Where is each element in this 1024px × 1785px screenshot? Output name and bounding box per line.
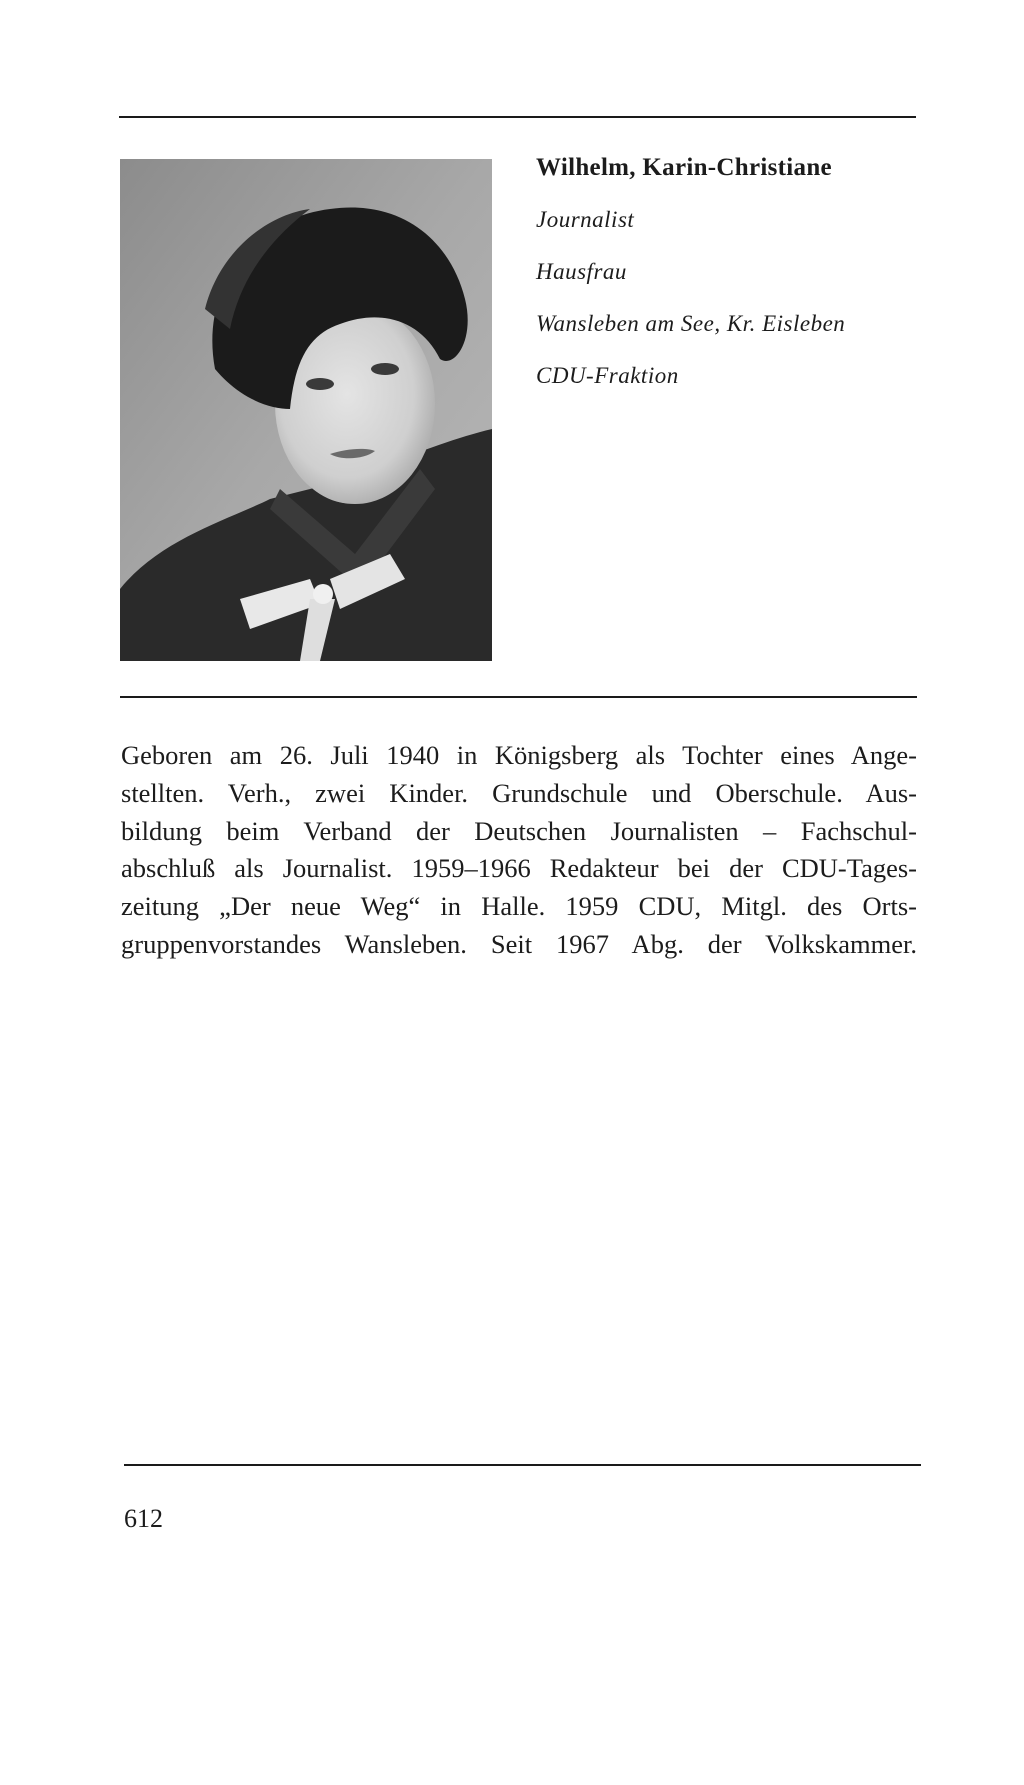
person-name: Wilhelm, Karin-Christiane bbox=[536, 154, 832, 181]
page-number: 612 bbox=[124, 1504, 163, 1533]
biography-line: Geboren am 26. Juli 1940 in Königsberg als Tochter eines Ange- bbox=[121, 740, 917, 770]
bottom-divider bbox=[124, 1464, 921, 1466]
profession: Journalist bbox=[536, 207, 635, 232]
biography-line: gruppenvorstandes Wansleben. Seit 1967 Abg. der Volkskammer. bbox=[121, 928, 917, 959]
occupation: Hausfrau bbox=[536, 259, 627, 284]
biography-line: bildung beim Verband der Deutschen Journalisten – Fachschul- bbox=[121, 815, 917, 846]
entry-header bbox=[536, 154, 926, 414]
residence: Wansleben am See, Kr. Eisleben bbox=[536, 311, 846, 336]
biography-line: stellten. Verh., zwei Kinder. Grundschule und Oberschule. Aus- bbox=[121, 777, 917, 808]
middle-divider bbox=[120, 696, 917, 698]
biography-line: zeitung „Der neue Weg“ in Halle. 1959 CDU, Mitgl. des Orts- bbox=[121, 891, 917, 922]
portrait-photo bbox=[120, 159, 492, 661]
biography-text bbox=[121, 737, 917, 964]
top-divider bbox=[119, 116, 916, 118]
faction: CDU-Fraktion bbox=[536, 363, 679, 388]
biography-line: abschluß als Journalist. 1959–1966 Redakteur bei der CDU-Tages- bbox=[121, 853, 917, 884]
